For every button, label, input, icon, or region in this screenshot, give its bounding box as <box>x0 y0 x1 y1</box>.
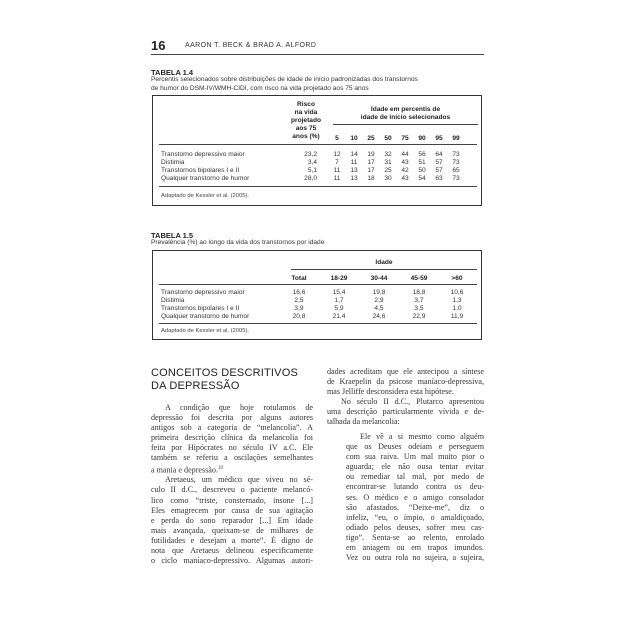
table-1-4 <box>152 95 482 206</box>
table-cell: 43 <box>401 175 409 182</box>
table-cell: 64 <box>435 151 443 158</box>
text-line: mas Jelliffe desconsidera esta hipótese. <box>327 387 454 397</box>
row-label: Qualquer transtorno de humor <box>161 313 250 320</box>
quote-line: aguarda; ele não ousa tentar evitar <box>346 462 484 472</box>
row-label: Distimia <box>161 159 185 166</box>
column-header: >60 <box>451 275 463 282</box>
header-divider <box>159 284 477 285</box>
column-header: 45-59 <box>410 275 428 282</box>
table-cell: 31 <box>384 159 392 166</box>
risk-header-line: aos 75 <box>295 125 317 132</box>
quote-line: ses. O médico e o amigo consolador <box>346 492 484 502</box>
column-header: 90 <box>418 135 426 142</box>
risk-value: 28,0 <box>304 175 317 182</box>
table-cell: 5,9 <box>334 305 344 312</box>
table-cell: 17 <box>367 167 375 174</box>
column-header: 18-29 <box>330 275 348 282</box>
text-line: também se referiu a oscilações semelhantes <box>151 453 313 463</box>
risk-header-line: Risco <box>297 101 315 108</box>
table-cell: 4,5 <box>374 305 384 312</box>
row-label: Transtorno depressivo maior <box>161 151 245 158</box>
left-column-text <box>151 403 313 566</box>
table-cell: 1,0 <box>452 305 462 312</box>
text-line: dades acreditam que ele antecipou a síntese <box>327 367 484 376</box>
age-group-header: Idade <box>375 259 393 266</box>
table-cell: 19 <box>367 151 375 158</box>
text-line: de Kraepelin da psicose maníaco-depressiva, <box>327 377 484 387</box>
column-header: 99 <box>452 135 460 142</box>
table-cell: 73 <box>452 151 460 158</box>
quote-line: em aniagem ou em trapos imundos. <box>346 543 484 553</box>
table-cell: 57 <box>435 159 443 166</box>
table-cell: 50 <box>418 167 426 174</box>
text-line: feita por Hipócrates no século IV a.C. Ele <box>151 443 313 453</box>
column-header: Total <box>291 275 307 282</box>
table-cell: 3,7 <box>414 297 424 304</box>
table-cell: 18 <box>367 175 375 182</box>
table-cell: 11,9 <box>450 313 464 320</box>
quote-line: encontrar-se lutando contra os deu- <box>346 482 484 492</box>
table-cell: 63 <box>435 175 443 182</box>
risk-header-line: anos (%) <box>292 133 320 140</box>
table-cell: 20,8 <box>292 313 306 320</box>
table-cell: 42 <box>401 167 409 174</box>
table-cell: 3,5 <box>414 305 424 312</box>
table-cell: 2,5 <box>294 297 304 304</box>
running-header <box>151 38 484 55</box>
page-number: 16 <box>151 38 166 53</box>
row-label: Distimia <box>161 297 185 304</box>
table-1-5-note: Adaptado de Kessler et al. (2005). <box>161 328 249 334</box>
table-cell: 17 <box>367 159 375 166</box>
row-label: Transtornos bipolares I e II <box>161 167 240 174</box>
text-line: mais avançada, queixam-se de milhares de <box>151 525 313 535</box>
percentile-group-header: Idade em percentis de <box>370 106 441 113</box>
footnote-reference: 10 <box>217 465 223 471</box>
quote-line: Vez ou outra rola no sujeira, a sujeira, <box>346 553 484 563</box>
table-1-5 <box>152 250 482 340</box>
right-column-text <box>327 367 484 428</box>
table-cell: 54 <box>418 175 426 182</box>
column-header: 5 <box>335 135 339 142</box>
quote-line: Ele vê a si mesmo como alguém <box>360 432 484 441</box>
column-header: 75 <box>401 135 409 142</box>
column-header: 30-44 <box>370 275 388 282</box>
text-line: a mania e depressão.$^{10}$ <box>151 465 223 475</box>
table-cell: 14 <box>350 151 358 158</box>
table-cell: 10,6 <box>450 289 464 296</box>
table-cell: 13 <box>350 175 358 182</box>
row-label: Qualquer transtorno de humor <box>161 175 250 182</box>
table-1-5-title: TABELA 1.5 <box>151 231 194 240</box>
table-cell: 19,8 <box>372 289 386 296</box>
column-header: 25 <box>367 135 375 142</box>
table-cell: 65 <box>452 167 460 174</box>
text-line: nota que Aretaeus delineou especificamente <box>151 546 313 555</box>
footer-divider <box>159 186 477 187</box>
row-label: Transtornos bipolares I e II <box>161 305 240 312</box>
quote-line: odiado pelos deuses, sofrer meu cas- <box>346 522 484 532</box>
table-cell: 11 <box>333 167 341 174</box>
section-title: CONCEITOS DESCRITIVOS DA DEPRESSÃO <box>151 367 299 392</box>
table-cell: 16,6 <box>292 289 306 296</box>
column-header: 50 <box>384 135 392 142</box>
table-cell: 73 <box>452 159 460 166</box>
table-cell: 15,4 <box>332 289 346 296</box>
quote-line: tigo”. Senta-se ao relento, enrolado <box>346 532 484 542</box>
quote-line: que os Deuses odeiam e perseguem <box>346 442 484 452</box>
quote-line: ou remediar tal mal, por medo de <box>346 472 484 482</box>
table-cell: 3,9 <box>294 305 304 312</box>
header-divider <box>333 124 478 125</box>
table-1-4-caption: Percentis selecionados sobre distribuições de idade de início padronizadas dos transtornos de humor do DSM-IV/WMH-CIDI, com risco na vida projetado aos 75 anos <box>151 76 418 92</box>
table-cell: 30 <box>384 175 392 182</box>
text-line: uma descrição particularmente vívida e de- <box>327 407 484 417</box>
text-line: e perda do sono reparador [...] Em idade <box>151 515 313 525</box>
risk-value: 23,2 <box>304 151 317 158</box>
column-header: 10 <box>350 135 358 142</box>
quote-line: com sua raiva. Um mal muito pior o <box>346 452 484 462</box>
table-cell: 56 <box>418 151 426 158</box>
table-cell: 7 <box>335 159 339 166</box>
table-cell: 13 <box>350 167 358 174</box>
text-line: lico como “triste, consternado, insone [...] <box>151 495 313 505</box>
table-cell: 73 <box>452 175 460 182</box>
table-cell: 1,3 <box>452 297 462 304</box>
row-label: Transtorno depressivo maior <box>161 289 245 296</box>
table-cell: 25 <box>384 167 392 174</box>
text-line: futilidades e desejam a morte”. É digno de <box>151 535 313 545</box>
table-cell: 24,6 <box>372 313 386 320</box>
text-line: depressão foi descrita por alguns autores <box>151 413 313 423</box>
table-cell: 11 <box>333 175 341 182</box>
header-divider <box>159 144 477 145</box>
text-line: A condição que hoje rotulamos de <box>165 403 313 412</box>
block-quote <box>346 432 484 563</box>
table-cell: 44 <box>401 151 409 158</box>
percentile-group-header: idade de início selecionados <box>360 114 451 121</box>
table-1-5-caption: Prevalência (%) ao longo da vida dos transtornos por idade <box>151 239 325 246</box>
table-cell: 2,9 <box>374 297 384 304</box>
header-divider <box>291 269 477 270</box>
risk-header-line: na vida <box>294 109 318 116</box>
text-line: Aretaeus, um médico que viveu no sé- <box>165 475 313 485</box>
running-header-authors: AARON T. BECK & BRAD A. ALFORD <box>185 42 317 49</box>
table-cell: 22,9 <box>412 313 426 320</box>
table-cell: 18,8 <box>412 289 426 296</box>
risk-header-line: projetado <box>290 117 322 124</box>
quote-line: infeliz, “eu, o ímpio, o amaldiçoado, <box>346 512 484 522</box>
risk-value: 3,4 <box>307 159 317 166</box>
footer-divider <box>159 323 477 324</box>
table-cell: 12 <box>333 151 341 158</box>
text-line: primeira descrição clínica da melancolia foi <box>151 433 313 443</box>
table-cell: 11 <box>350 159 358 166</box>
text-line: antigos sob a categoria de “melancolia”. A <box>151 423 313 433</box>
table-cell: 32 <box>384 151 392 158</box>
text-line: No século II d.C., Plutarco apresentou <box>341 397 484 407</box>
risk-value: 5,1 <box>307 167 317 174</box>
table-cell: 57 <box>435 167 443 174</box>
table-cell: 1,7 <box>334 297 344 304</box>
text-line: culo II d.C., descreveu o paciente melancó- <box>151 485 313 495</box>
table-cell: 51 <box>418 159 426 166</box>
column-header: 95 <box>435 135 443 142</box>
table-cell: 43 <box>401 159 409 166</box>
text-line: Eles emagrecem por causa de sua agitação <box>151 505 313 515</box>
table-1-4-note: Adaptado de Kessler et al. (2005). <box>161 193 249 199</box>
quote-line: são afastados. “Deixe-me”, diz o <box>346 502 484 512</box>
text-line: o ciclo maníaco-depressivo. Algumas autori- <box>151 556 313 566</box>
table-cell: 21,4 <box>332 313 346 320</box>
text-line: talhada da melancolia: <box>327 417 400 427</box>
table-1-4-title: TABELA 1.4 <box>151 68 194 77</box>
